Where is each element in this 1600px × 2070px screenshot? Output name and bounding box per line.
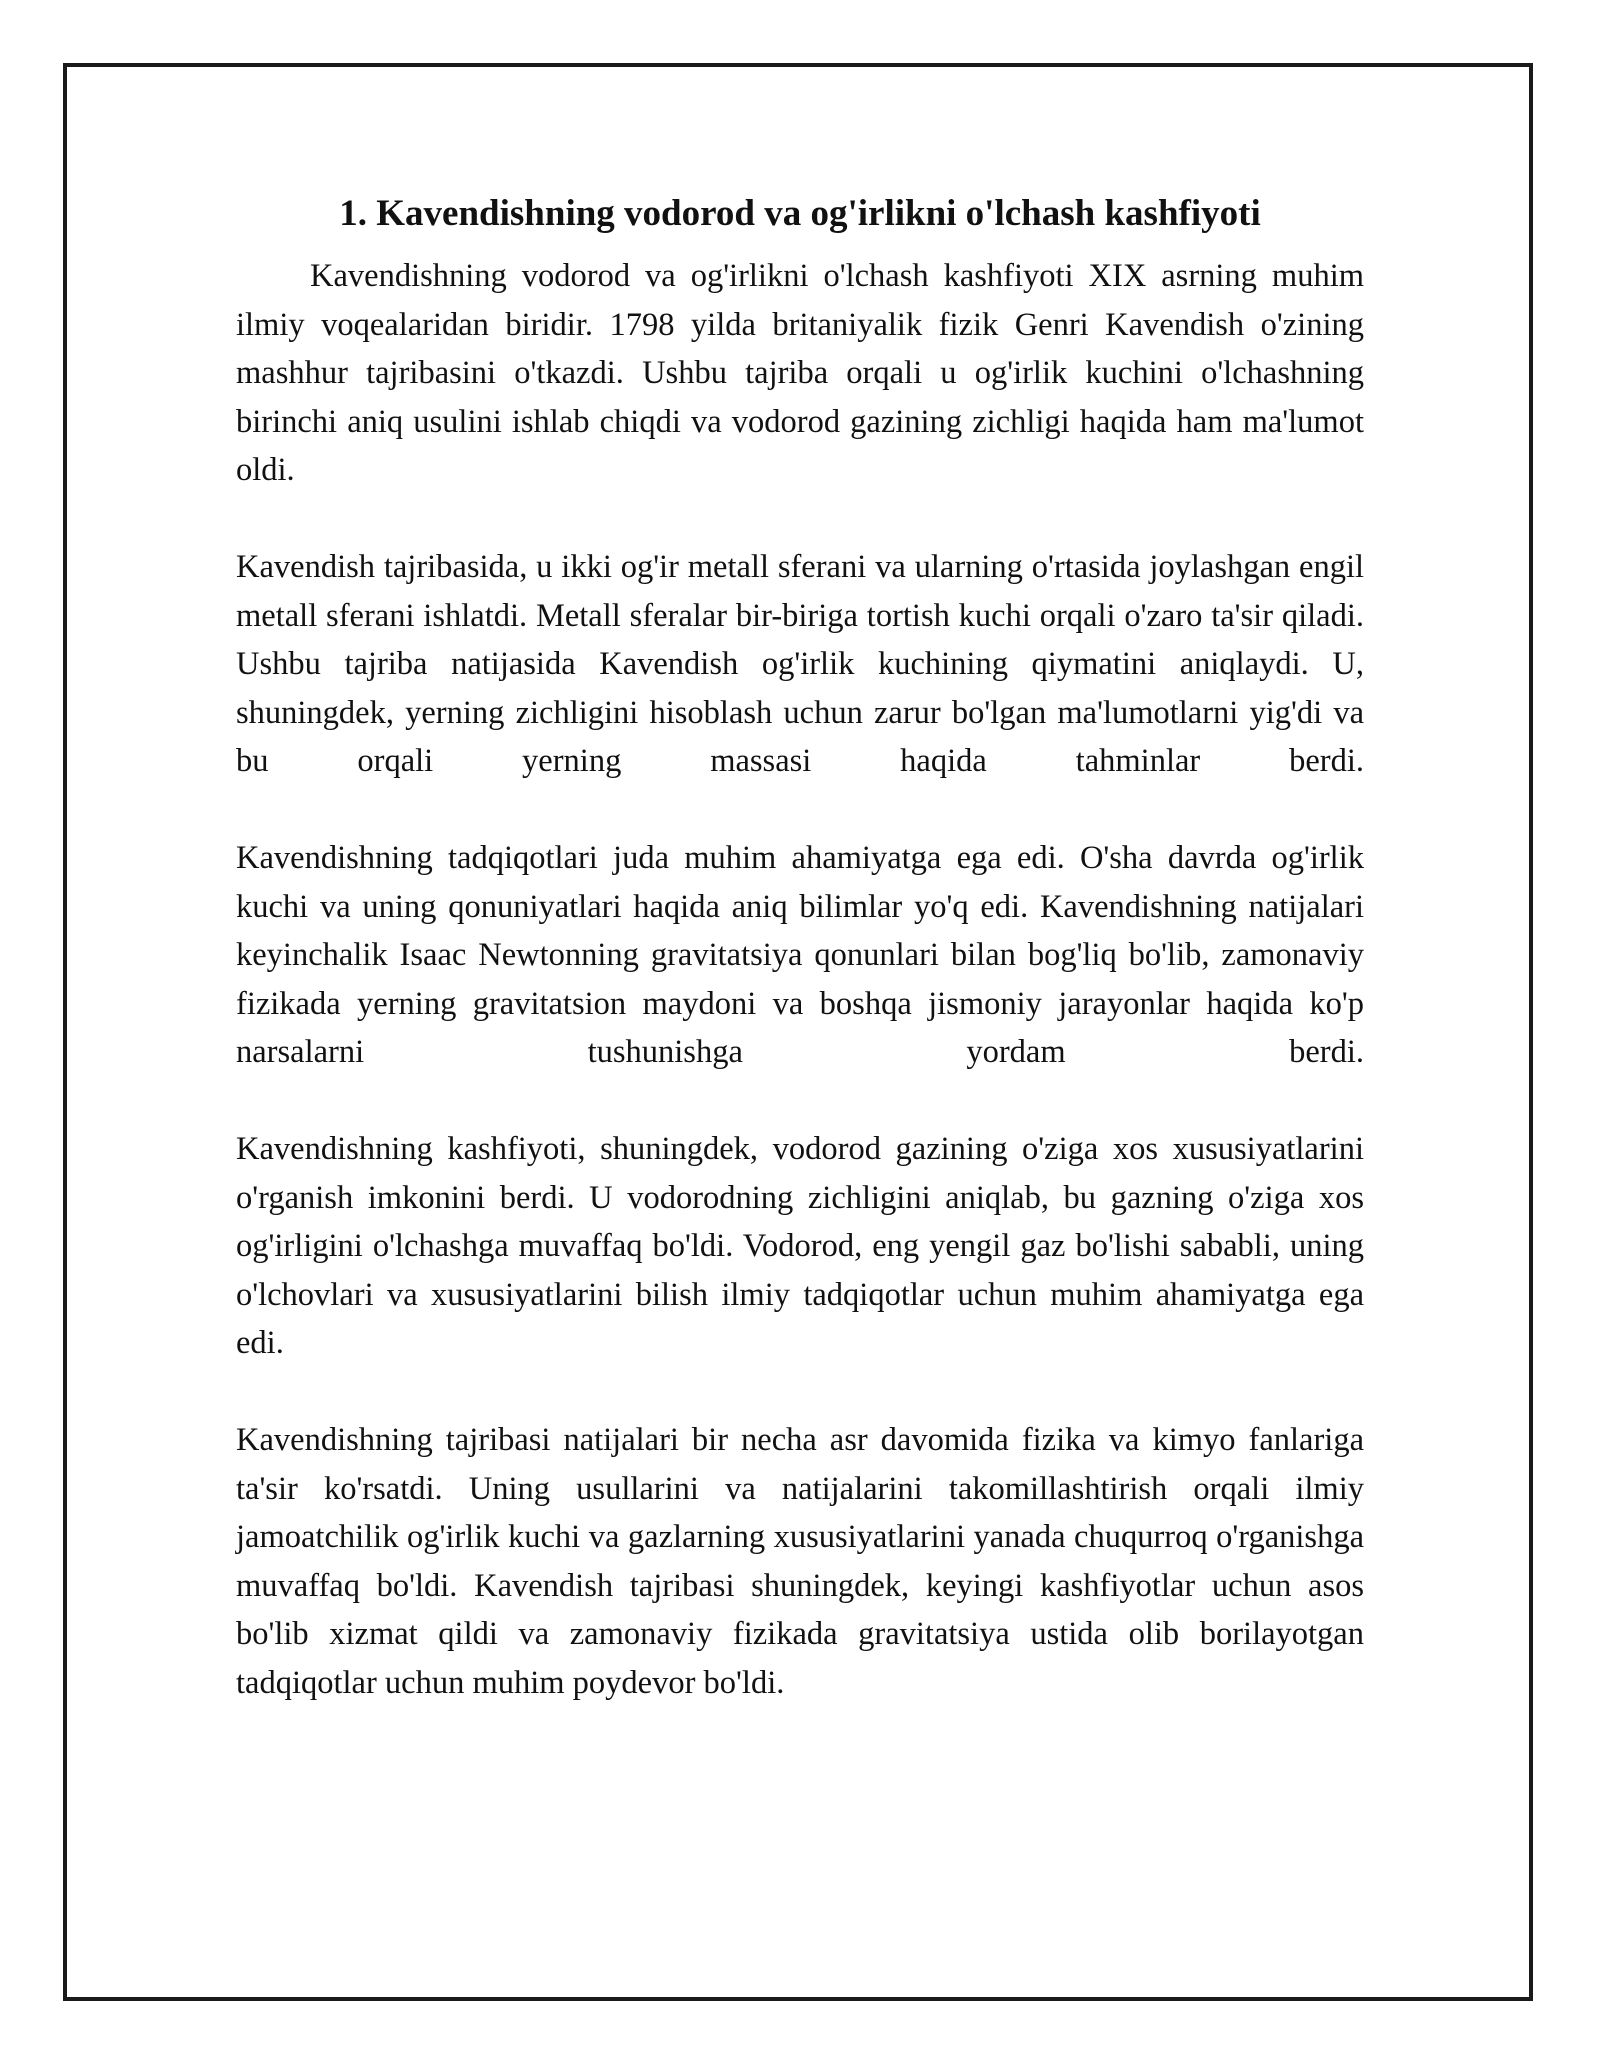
document-title: 1. Kavendishning vodorod va og'irlikni o'lchash kashfiyoti xyxy=(339,193,1261,234)
paragraph-3: Kavendishning tadqiqotlari juda muhim ahamiyatga ega edi. O'sha davrda og'irlik kuchi va uning qonuniyatlari haqida aniq bilimlar yo'q edi. Kavendishning natijalari keyinchalik Isaac Newtonning gravitatsiya qonunlari bilan bog'liq bo'lib, zamonaviy fizikada yerning gravitatsion maydoni va boshqa jismoniy jarayonlar haqida ko'p narsalarni tushunishga yordam berdi. xyxy=(236,840,1364,1070)
paragraph-5: Kavendishning tajribasi natijalari bir necha asr davomida fizika va kimyo fanlariga ta'sir ko'rsatdi. Uning usullarini va natijalarini takomillashtirish orqali ilmiy jamoatchilik og'irlik kuchi va gazlarning xususiyatlarini yanada chuqurroq o'rganishga muvaffaq bo'ldi. Kavendish tajribasi shuningdek, keyingi kashfiyotlar uchun asos bo'lib xizmat qildi va zamonaviy fizikada gravitatsiya ustida olib borilayotgan tadqiqotlar uchun muhim poydevor bo'ldi. xyxy=(236,1422,1364,1701)
paragraph-2: Kavendish tajribasida, u ikki og'ir metall sferani va ularning o'rtasida joylashgan engil metall sferani ishlatdi. Metall sferalar bir-biriga tortish kuchi orqali o'zaro ta'sir qiladi. Ushbu tajriba natijasida Kavendish og'irlik kuchining qiymatini aniqlaydi. U, shuningdek, yerning zichligini hisoblash uchun zarur bo'lgan ma'lumotlarni yig'di va bu orqali yerning massasi haqida tahminlar berdi. xyxy=(236,549,1364,779)
document-body xyxy=(236,186,1364,1707)
paragraph-1: Kavendishning vodorod va og'irlikni o'lchash kashfiyoti XIX asrning muhim ilmiy voqealaridan biridir. 1798 yilda britaniyalik fizik Genri Kavendish o'zining mashhur tajribasini o'tkazdi. Ushbu tajriba orqali u og'irlik kuchini o'lchashning birinchi aniq usulini ishlab chiqdi va vodorod gazining zichligi haqida ham ma'lumot oldi. xyxy=(236,258,1364,488)
paragraph-4: Kavendishning kashfiyoti, shuningdek, vodorod gazining o'ziga xos xususiyatlarini o'rganish imkonini berdi. U vodorodning zichligini aniqlab, bu gazning o'ziga xos og'irligini o'lchashga muvaffaq bo'ldi. Vodorod, eng yengil gaz bo'lishi sababli, uning o'lchovlari va xususiyatlarini bilish ilmiy tadqiqotlar uchun muhim ahamiyatga ega edi. xyxy=(236,1131,1364,1361)
